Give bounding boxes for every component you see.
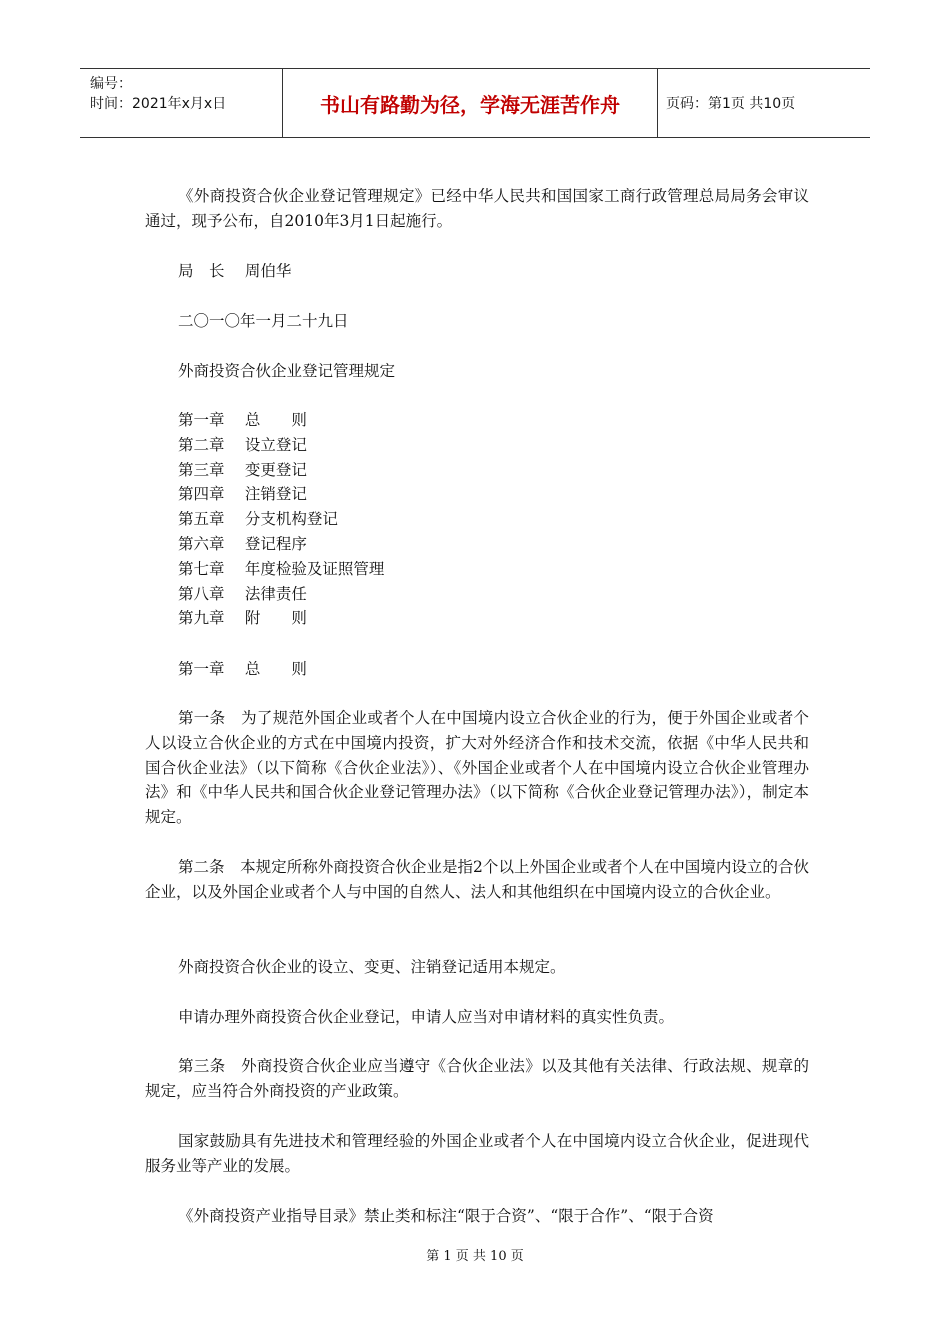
document-title: 外商投资合伙企业登记管理规定 — [178, 362, 396, 380]
time-label: 时间：2021年x月x日 — [90, 96, 227, 112]
chapter-heading-text: 第一章 总 则 — [178, 660, 307, 678]
toc-item: 第七章 年度检验及证照管理 — [178, 559, 385, 578]
toc-item: 第二章 设立登记 — [178, 435, 307, 454]
page-info: 页码：第1页 共10页 — [666, 96, 796, 112]
director-line: 局 长 周伯华 — [178, 262, 292, 280]
header-table — [80, 68, 870, 138]
article-2-para-2: 外商投资合伙企业的设立、变更、注销登记适用本规定。 — [178, 958, 566, 976]
toc-item: 第八章 法律责任 — [178, 584, 307, 603]
article-1: 第一条 为了规范外国企业或者个人在中国境内设立合伙企业的行为，便于外国企业或者个人以设立合伙企业的方式在中国境内投资，扩大对外经济合作和技术交流，依据《中华人民共和国合伙企业法》（以下简称《合伙企业法》）、《外国企业或者个人在中国境内设立合伙企业管理办法》和《中华人民共和国合伙企业登记管理办法》（以下简称《合伙企业登记管理办法》），制定本规定。 — [145, 709, 809, 827]
table-of-contents — [178, 408, 384, 631]
toc-item: 第五章 分支机构登记 — [178, 510, 338, 529]
motto: 书山有路勤为径，学海无涯苦作舟 — [283, 69, 658, 137]
article-2-para-3: 申请办理外商投资合伙企业登记，申请人应当对申请材料的真实性负责。 — [178, 1008, 675, 1026]
page-footer: 第 1 页 共 10 页 — [426, 1249, 524, 1264]
toc-item: 第一章 总 则 — [178, 411, 307, 429]
toc-item: 第三章 变更登记 — [178, 460, 307, 479]
article-3: 第三条 外商投资合伙企业应当遵守《合伙企业法》以及其他有关法律、行政法规、规章的规定，应当符合外商投资的产业政策。 — [145, 1057, 809, 1100]
toc-item: 第九章 附 则 — [178, 609, 307, 628]
article-2: 第二条 本规定所称外商投资合伙企业是指2个以上外国企业或者个人在中国境内设立的合伙企业，以及外国企业或者个人与中国的自然人、法人和其他组织在中国境内设立的合伙企业。 — [145, 858, 809, 901]
toc-item: 第四章 注销登记 — [178, 485, 307, 504]
header-info-cell — [80, 69, 283, 137]
number-label: 编号： — [90, 76, 132, 92]
intro-paragraph: 《外商投资合伙企业登记管理规定》已经中华人民共和国国家工商行政管理总局局务会审议通过，现予公布，自2010年3月1日起施行。 — [145, 187, 809, 230]
chapter-heading — [178, 657, 307, 682]
date-line: 二〇一〇年一月二十九日 — [178, 312, 349, 330]
article-3-para-3: 《外商投资产业指导目录》禁止类和标注“限于合资”、“限于合作”、“限于合资 — [178, 1207, 714, 1225]
toc-item: 第六章 登记程序 — [178, 534, 307, 553]
article-3-para-2: 国家鼓励具有先进技术和管理经验的外国企业或者个人在中国境内设立合伙企业，促进现代服务业等产业的发展。 — [145, 1132, 809, 1175]
